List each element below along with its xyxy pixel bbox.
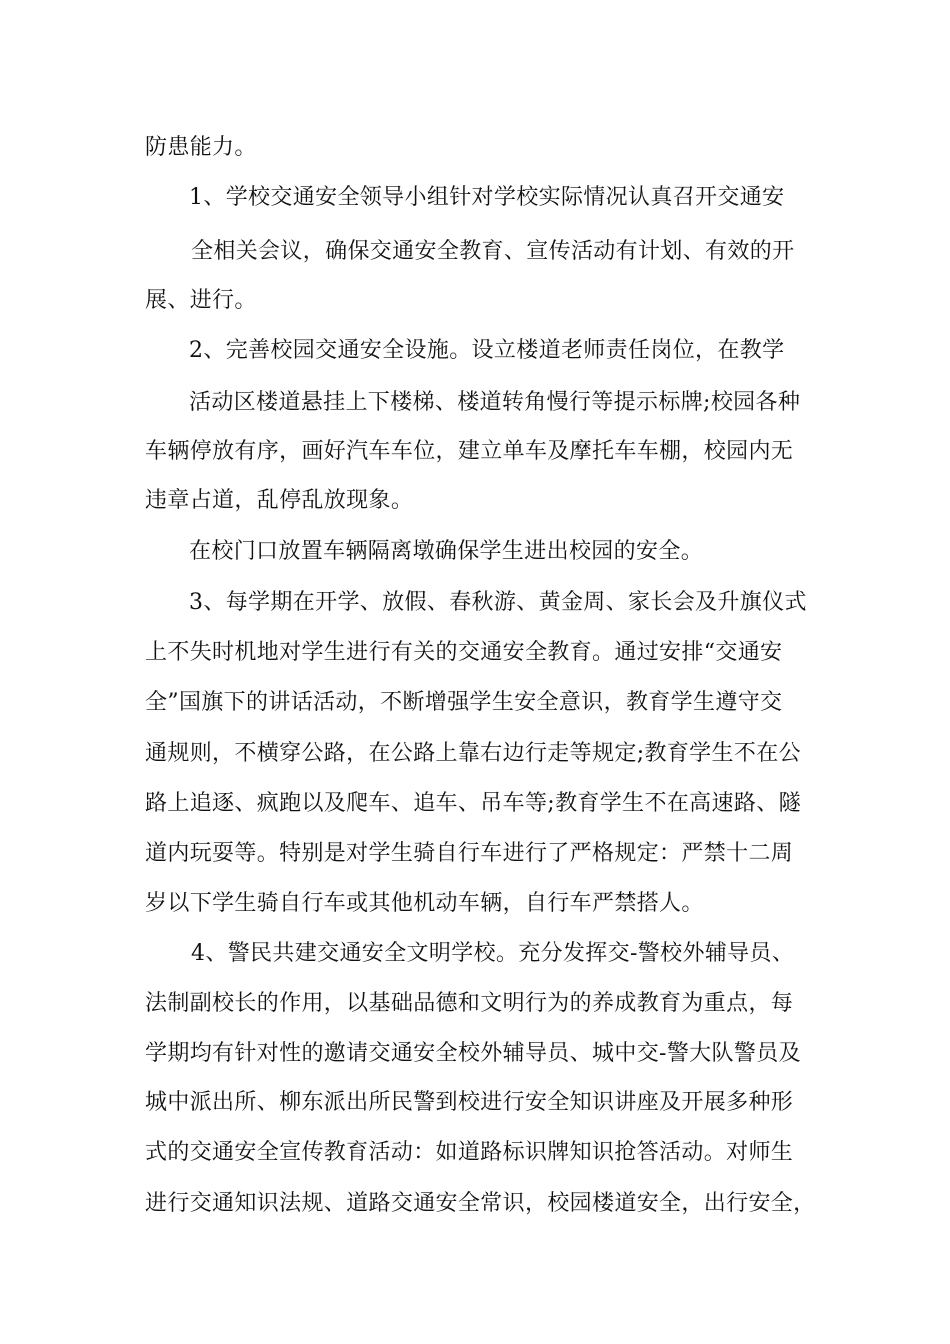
text-line: 在校门口放置车辆隔离墩确保学生进出校园的安全。: [189, 539, 704, 564]
text-line: 路上追逐、疯跑以及爬车、追车、吊车等;教育学生不在高速路、隧: [145, 791, 801, 816]
text-line: 1、学校交通安全领导小组针对学校实际情况认真召开交通安: [189, 185, 785, 210]
text-line: 4、警民共建交通安全文明学校。充分发挥交-警校外辅导员、: [191, 941, 795, 966]
text-line: 学期均有针对性的邀请交通安全校外辅导员、城中交-警大队警员及: [145, 1041, 801, 1066]
text-line: 岁以下学生骑自行车或其他机动车辆，自行车严禁搭人。: [145, 891, 704, 916]
text-line: 车辆停放有序，画好汽车车位，建立单车及摩托车车棚，校园内无: [145, 439, 794, 464]
text-line: 防患能力。: [145, 135, 257, 160]
text-line: 活动区楼道悬挂上下楼梯、楼道转角慢行等提示标牌;校园各种: [189, 390, 801, 415]
text-line: 道内玩耍等。特别是对学生骑自行车进行了严格规定：严禁十二周: [145, 841, 794, 866]
text-line: 3、每学期在开学、放假、春秋游、黄金周、家长会及升旗仪式: [189, 590, 807, 615]
text-line: 全相关会议，确保交通安全教育、宣传活动有计划、有效的开: [191, 239, 795, 264]
text-line: 式的交通安全宣传教育活动：如道路标识牌知识抢答活动。对师生: [145, 1140, 794, 1165]
text-line: 法制副校长的作用，以基础品德和文明行为的养成教育为重点，每: [145, 991, 794, 1016]
text-line: 城中派出所、柳东派出所民警到校进行安全知识讲座及开展多种形: [145, 1090, 794, 1115]
text-line: 上不失时机地对学生进行有关的交通安全教育。通过安排“交通安: [145, 640, 783, 665]
text-line: 展、进行。: [145, 288, 257, 313]
text-line: 进行交通知识法规、道路交通安全常识，校园楼道安全，出行安全，: [145, 1191, 816, 1216]
text-line: 全”国旗下的讲话活动，不断增强学生安全意识，教育学生遵守交: [145, 690, 783, 715]
text-line: 通规则，不横穿公路，在公路上靠右边行走等规定;教育学生不在公: [145, 741, 801, 766]
text-line: 违章占道，乱停乱放现象。: [145, 488, 414, 513]
text-line: 2、完善校园交通安全设施。设立楼道老师责任岗位，在教学: [189, 338, 785, 363]
